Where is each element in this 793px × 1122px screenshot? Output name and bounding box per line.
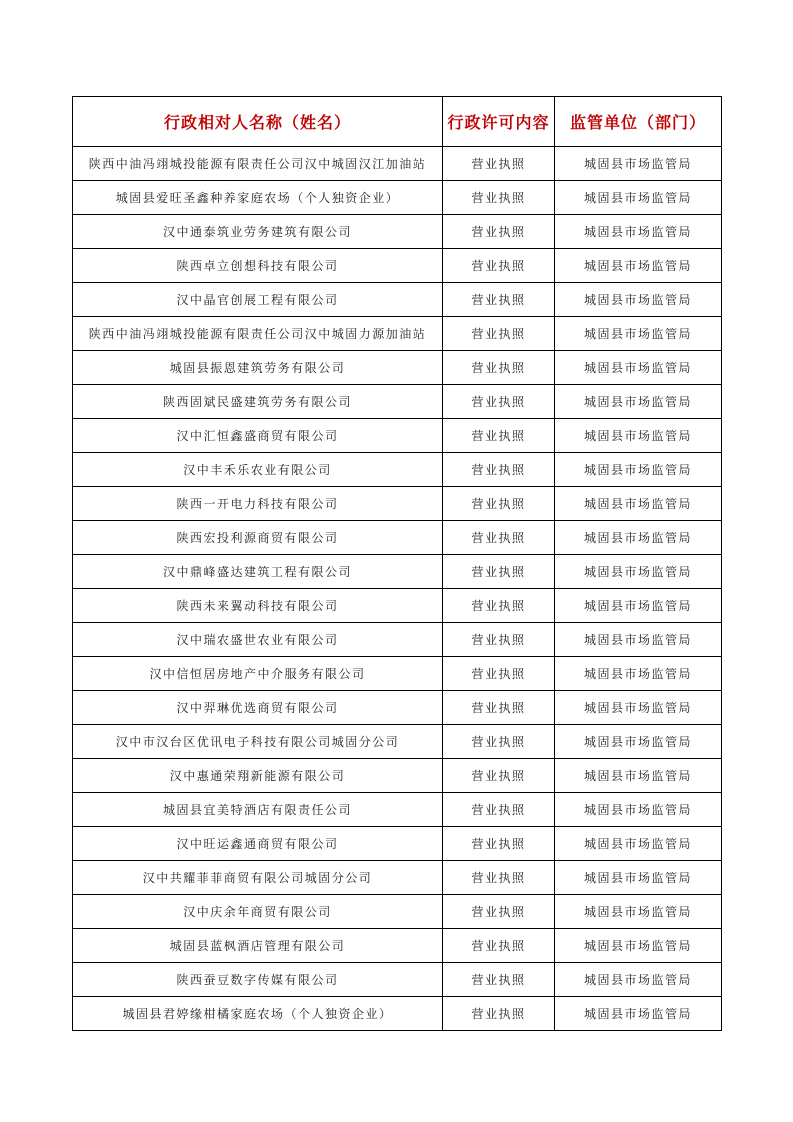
permit-table xyxy=(72,96,722,1031)
table-row xyxy=(73,419,722,453)
cell-name: 汉中瑞农盛世农业有限公司 xyxy=(73,623,443,657)
cell-name: 汉中信恒居房地产中介服务有限公司 xyxy=(73,657,443,691)
cell-unit: 城固县市场监管局 xyxy=(555,691,722,725)
table-row xyxy=(73,555,722,589)
cell-unit: 城固县市场监管局 xyxy=(555,623,722,657)
cell-name: 汉中惠通荣翔新能源有限公司 xyxy=(73,759,443,793)
cell-content: 营业执照 xyxy=(443,147,555,181)
table-header xyxy=(73,97,722,147)
cell-name: 汉中庆余年商贸有限公司 xyxy=(73,895,443,929)
cell-content: 营业执照 xyxy=(443,827,555,861)
cell-unit: 城固县市场监管局 xyxy=(555,997,722,1031)
cell-unit: 城固县市场监管局 xyxy=(555,453,722,487)
cell-content: 营业执照 xyxy=(443,181,555,215)
cell-content: 营业执照 xyxy=(443,589,555,623)
table-row xyxy=(73,895,722,929)
table-row xyxy=(73,997,722,1031)
cell-content: 营业执照 xyxy=(443,419,555,453)
cell-unit: 城固县市场监管局 xyxy=(555,963,722,997)
cell-content: 营业执照 xyxy=(443,521,555,555)
cell-name: 陕西中油冯翊城投能源有限责任公司汉中城固力源加油站 xyxy=(73,317,443,351)
cell-content: 营业执照 xyxy=(443,963,555,997)
cell-unit: 城固县市场监管局 xyxy=(555,929,722,963)
cell-name: 陕西一开电力科技有限公司 xyxy=(73,487,443,521)
table-row xyxy=(73,181,722,215)
cell-unit: 城固县市场监管局 xyxy=(555,181,722,215)
header-name: 行政相对人名称（姓名） xyxy=(73,97,443,147)
cell-content: 营业执照 xyxy=(443,657,555,691)
cell-name: 汉中市汉台区优讯电子科技有限公司城固分公司 xyxy=(73,725,443,759)
cell-content: 营业执照 xyxy=(443,861,555,895)
cell-content: 营业执照 xyxy=(443,351,555,385)
cell-unit: 城固县市场监管局 xyxy=(555,793,722,827)
cell-unit: 城固县市场监管局 xyxy=(555,351,722,385)
table-row xyxy=(73,759,722,793)
table-row xyxy=(73,283,722,317)
cell-name: 陕西蚕豆数字传媒有限公司 xyxy=(73,963,443,997)
cell-unit: 城固县市场监管局 xyxy=(555,895,722,929)
cell-name: 陕西未来翼动科技有限公司 xyxy=(73,589,443,623)
header-content: 行政许可内容 xyxy=(443,97,555,147)
cell-unit: 城固县市场监管局 xyxy=(555,215,722,249)
cell-name: 汉中鼎峰盛达建筑工程有限公司 xyxy=(73,555,443,589)
cell-name: 汉中共耀菲菲商贸有限公司城固分公司 xyxy=(73,861,443,895)
cell-unit: 城固县市场监管局 xyxy=(555,283,722,317)
table-row xyxy=(73,861,722,895)
cell-content: 营业执照 xyxy=(443,283,555,317)
cell-content: 营业执照 xyxy=(443,317,555,351)
cell-name: 城固县蓝枫酒店管理有限公司 xyxy=(73,929,443,963)
cell-unit: 城固县市场监管局 xyxy=(555,759,722,793)
cell-name: 陕西卓立创想科技有限公司 xyxy=(73,249,443,283)
cell-content: 营业执照 xyxy=(443,929,555,963)
cell-name: 汉中汇恒鑫盛商贸有限公司 xyxy=(73,419,443,453)
cell-name: 城固县爱旺圣鑫种养家庭农场（个人独资企业） xyxy=(73,181,443,215)
table-row xyxy=(73,317,722,351)
cell-name: 城固县君婷缘柑橘家庭农场（个人独资企业） xyxy=(73,997,443,1031)
cell-name: 汉中羿琳优选商贸有限公司 xyxy=(73,691,443,725)
table-row xyxy=(73,691,722,725)
cell-unit: 城固县市场监管局 xyxy=(555,487,722,521)
table-row xyxy=(73,215,722,249)
table-row xyxy=(73,589,722,623)
cell-content: 营业执照 xyxy=(443,759,555,793)
cell-name: 城固县振恩建筑劳务有限公司 xyxy=(73,351,443,385)
cell-content: 营业执照 xyxy=(443,555,555,589)
cell-content: 营业执照 xyxy=(443,623,555,657)
cell-name: 汉中丰禾乐农业有限公司 xyxy=(73,453,443,487)
cell-name: 陕西固斌民盛建筑劳务有限公司 xyxy=(73,385,443,419)
cell-unit: 城固县市场监管局 xyxy=(555,827,722,861)
cell-unit: 城固县市场监管局 xyxy=(555,725,722,759)
cell-unit: 城固县市场监管局 xyxy=(555,555,722,589)
header-unit: 监管单位（部门） xyxy=(555,97,722,147)
cell-unit: 城固县市场监管局 xyxy=(555,317,722,351)
table-row xyxy=(73,521,722,555)
cell-name: 城固县宜美特酒店有限责任公司 xyxy=(73,793,443,827)
cell-name: 汉中晶官创展工程有限公司 xyxy=(73,283,443,317)
table-row xyxy=(73,657,722,691)
cell-unit: 城固县市场监管局 xyxy=(555,521,722,555)
table-row xyxy=(73,385,722,419)
cell-unit: 城固县市场监管局 xyxy=(555,419,722,453)
header-row xyxy=(73,97,722,147)
cell-content: 营业执照 xyxy=(443,385,555,419)
table-row xyxy=(73,453,722,487)
cell-content: 营业执照 xyxy=(443,725,555,759)
cell-unit: 城固县市场监管局 xyxy=(555,589,722,623)
cell-unit: 城固县市场监管局 xyxy=(555,657,722,691)
cell-content: 营业执照 xyxy=(443,249,555,283)
cell-name: 汉中旺运鑫通商贸有限公司 xyxy=(73,827,443,861)
cell-unit: 城固县市场监管局 xyxy=(555,147,722,181)
table-row xyxy=(73,827,722,861)
cell-content: 营业执照 xyxy=(443,215,555,249)
table-row xyxy=(73,793,722,827)
table-row xyxy=(73,147,722,181)
table-row xyxy=(73,351,722,385)
table-row xyxy=(73,963,722,997)
table-row xyxy=(73,487,722,521)
table-row xyxy=(73,725,722,759)
cell-unit: 城固县市场监管局 xyxy=(555,385,722,419)
cell-name: 汉中通泰筑业劳务建筑有限公司 xyxy=(73,215,443,249)
cell-content: 营业执照 xyxy=(443,691,555,725)
cell-name: 陕西宏投利源商贸有限公司 xyxy=(73,521,443,555)
cell-content: 营业执照 xyxy=(443,895,555,929)
cell-content: 营业执照 xyxy=(443,453,555,487)
cell-unit: 城固县市场监管局 xyxy=(555,861,722,895)
table-row xyxy=(73,929,722,963)
cell-content: 营业执照 xyxy=(443,997,555,1031)
table-body xyxy=(73,147,722,1031)
cell-content: 营业执照 xyxy=(443,793,555,827)
table-row xyxy=(73,249,722,283)
cell-name: 陕西中油冯翊城投能源有限责任公司汉中城固汉江加油站 xyxy=(73,147,443,181)
cell-content: 营业执照 xyxy=(443,487,555,521)
cell-unit: 城固县市场监管局 xyxy=(555,249,722,283)
table-row xyxy=(73,623,722,657)
